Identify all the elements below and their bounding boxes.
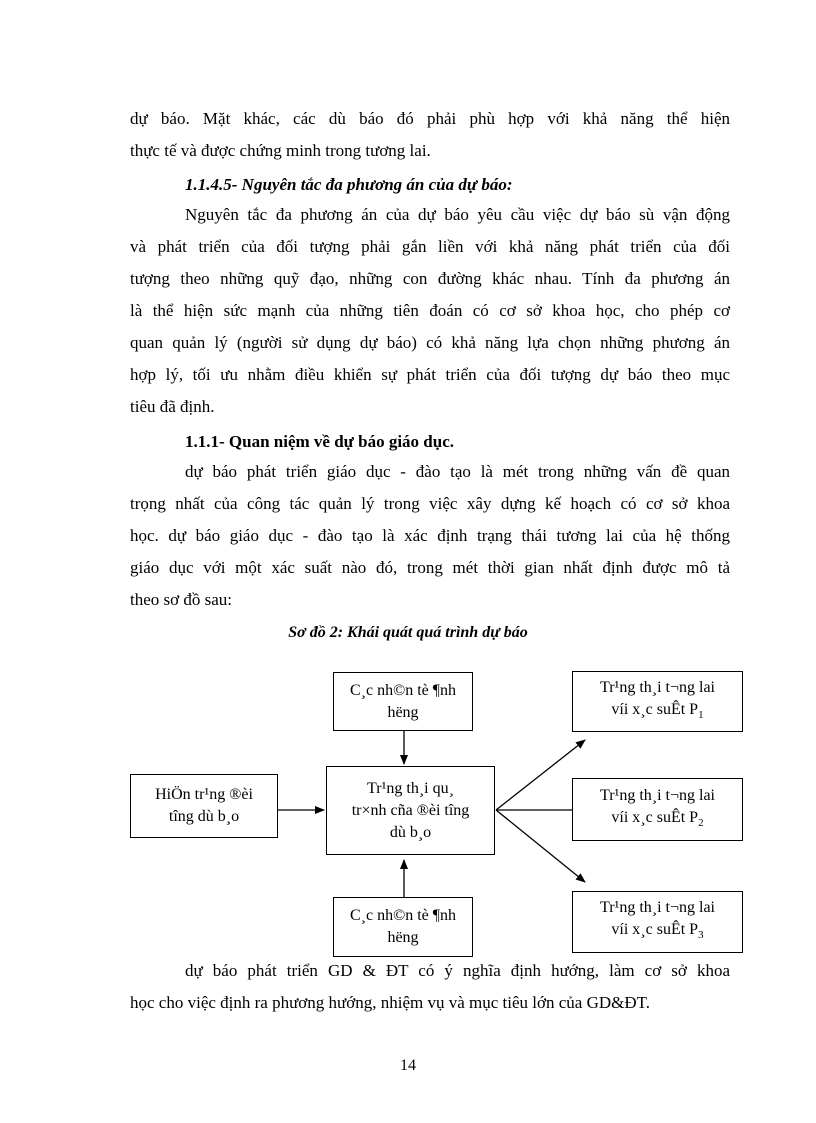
box-text-line: Tr¹ng th¸i t¬ng lai: [599, 786, 715, 804]
diagram-caption: Sơ đồ 2: Khái quát quá trình dự báo: [288, 624, 528, 641]
box-text-line: dù b¸o: [389, 823, 432, 841]
text-line: và phát triển của đối tượng phải gắn liền với khả năng phát triển của đối: [130, 237, 730, 256]
box-text-line: tr×nh cña ®èi tîng: [351, 801, 470, 819]
text-line: dự báo. Mặt khác, các dù báo đó phải phù hợp với khả năng thể hiện: [130, 109, 730, 128]
text-line: dự báo phát triển giáo dục - đào tạo là mét trong những vấn đề quan: [185, 462, 730, 481]
text-line: học. dự báo giáo dục - đào tạo là xác định trạng thái tương lai của hệ thống: [130, 526, 730, 545]
text-line: trọng nhất của công tác quản lý trong việc xây dựng kế hoạch có cơ sở khoa: [130, 494, 730, 513]
page-number: 14: [400, 1057, 416, 1074]
section-heading-1-1-4-5: 1.1.4.5- Nguyên tắc đa phương án của dự báo:: [185, 175, 513, 194]
text-line: dự báo phát triển GD & ĐT có ý nghĩa định hướng, làm cơ sở khoa: [185, 961, 730, 980]
section-heading-1-1-1: 1.1.1- Quan niệm về dự báo giáo dục.: [185, 432, 455, 451]
box-text-line: hëng: [387, 703, 419, 721]
box-text-line: víi x¸c suÊt $P_1$: [611, 700, 704, 722]
probability-subscript: 2: [698, 817, 704, 830]
box-text-line: Tr¹ng th¸i t¬ng lai: [599, 678, 715, 696]
box-text-line: C¸c nh©n tè ¶nh: [349, 681, 457, 699]
text-line: tiêu đã định.: [130, 397, 215, 416]
text-line: Nguyên tắc đa phương án của dự báo yêu cầu việc dự báo sù vận động: [185, 205, 730, 224]
box-text-line: víi x¸c suÊt $P_2$: [611, 808, 704, 830]
box-influencing-factors-top: [333, 672, 473, 731]
box-text-line: tîng dù b¸o: [168, 808, 240, 825]
box-current-state: [130, 774, 278, 838]
text-line: học cho việc định ra phương hướng, nhiệm vụ và mục tiêu lớn của GD&ĐT.: [130, 993, 651, 1012]
probability-subscript: 1: [698, 709, 704, 722]
box-influencing-factors-bottom: [333, 897, 473, 957]
paragraph-forecast-significance: [130, 955, 730, 1019]
probability-subscript: 3: [698, 929, 704, 942]
text-line: tượng theo những quỹ đạo, những con đường khác nhau. Tính đa phương án: [130, 269, 730, 288]
box-text-line: Tr¹ng th¸i t¬ng lai: [599, 899, 715, 917]
box-text-line: víi x¸c suÊt $P_3$: [611, 921, 704, 942]
box-text-line: HiÖn tr¹ng ®èi: [155, 786, 253, 803]
text-line: quan quản lý (người sử dụng dự báo) có khả năng lựa chọn những phương án: [130, 333, 730, 352]
text-line: hợp lý, tối ưu nhằm điều khiển sự phát triển của đối tượng dự báo theo mục: [130, 365, 730, 384]
box-text-line: hëng: [387, 929, 419, 946]
text-line: là thể hiện sức mạnh của những tiên đoán có cơ sở khoa học, cho phép cơ: [130, 301, 730, 320]
box-text-line: Tr¹ng th¸i qu¸: [367, 779, 454, 797]
box-process-state: [326, 766, 495, 855]
box-future-state-3: [572, 891, 743, 953]
box-future-state-1: [572, 671, 743, 732]
text-line: theo sơ đồ sau:: [130, 590, 233, 609]
box-future-state-2: [572, 778, 743, 841]
text-line: thực tế và được chứng minh trong tương lai.: [130, 141, 431, 160]
text-line: giáo dục với một xác suất nào đó, trong mét thời gian nhất định được mô tả: [130, 558, 730, 577]
box-text-line: C¸c nh©n tè ¶nh: [349, 907, 457, 924]
